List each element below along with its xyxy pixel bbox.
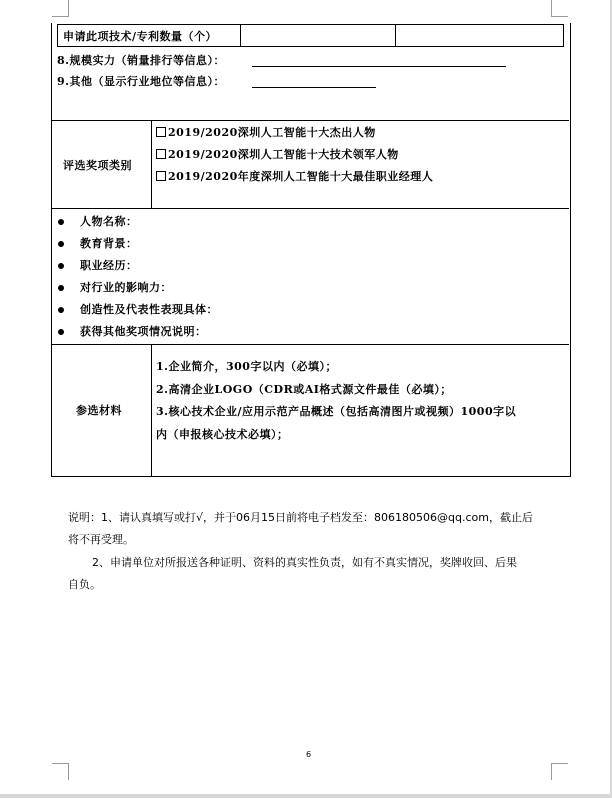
award-option-3[interactable] [156, 170, 433, 184]
award-option-2[interactable] [156, 148, 399, 162]
patent-row-divider-1 [240, 24, 241, 47]
crop-mark-top-right [551, 0, 568, 17]
bullet-5 [58, 307, 64, 313]
crop-mark-top-left [52, 0, 69, 17]
award-option-1[interactable] [156, 126, 376, 140]
crop-mark-bottom-right [551, 763, 568, 780]
field-person-name: 人物名称： [80, 215, 138, 228]
row8-label: 8.规模实力（销量排行等信息）： [57, 54, 225, 67]
materials-label: 参选材料 [76, 404, 122, 417]
patent-row-top-border [57, 24, 563, 25]
crop-mark-bottom-left [52, 763, 69, 780]
award-option-3-checkbox[interactable] [156, 171, 166, 181]
note-line-1: 说明：1、请认真填写或打√，并于06月15日前将电子档发至：806180506@qq.com，截止后 [68, 511, 533, 524]
page-edge-bottom [0, 794, 612, 798]
bullet-6 [58, 329, 64, 335]
field-education: 教育背景： [80, 237, 138, 250]
patent-count-label: 申请此项技术/专利数量（个） [63, 30, 218, 43]
field-creativity: 创造性及代表性表现具体： [80, 303, 218, 316]
field-other-awards: 获得其他奖项情况说明： [80, 325, 207, 338]
materials-section-divider [151, 344, 152, 476]
award-option-2-label: 2019/2020深圳人工智能十大技术领军人物 [168, 148, 399, 161]
award-category-label: 评选奖项类别 [63, 159, 132, 172]
award-option-3-label: 2019/2020年度深圳人工智能十大最佳职业经理人 [168, 170, 434, 183]
person-section-top-border [51, 208, 569, 209]
patent-row-bottom-border [57, 46, 563, 47]
bullet-1 [58, 219, 64, 225]
note-line-2: 将不再受理。 [68, 533, 134, 546]
field-influence: 对行业的影响力： [80, 281, 172, 294]
bullet-4 [58, 285, 64, 291]
patent-row-left-border [57, 24, 58, 47]
materials-item-3: 3.核心技术企业/应用示范产品概述（包括高清图片或视频）1000字以 [156, 405, 517, 418]
bullet-2 [58, 241, 64, 247]
award-section-divider [151, 120, 152, 208]
note-line-4: 自负。 [68, 578, 101, 591]
field-career: 职业经历： [80, 259, 138, 272]
row9-label: 9.其他（显示行业地位等信息）： [57, 75, 225, 88]
materials-item-3-cont: 内（申报核心技术必填）； [156, 428, 289, 441]
award-option-2-checkbox[interactable] [156, 149, 166, 159]
award-option-1-checkbox[interactable] [156, 127, 166, 137]
patent-row-right-border [563, 24, 564, 47]
page-number: 6 [306, 750, 312, 759]
materials-section-top-border [51, 344, 569, 345]
award-option-1-label: 2019/2020深圳人工智能十大杰出人物 [168, 126, 376, 139]
bullet-3 [58, 263, 64, 269]
award-section-top-border [51, 120, 569, 121]
row9-fill-line[interactable] [252, 87, 376, 88]
materials-item-1: 1.企业简介，300字以内（必填）； [156, 360, 337, 373]
row8-fill-line[interactable] [252, 66, 506, 67]
materials-item-2: 2.高清企业LOGO（CDR或AI格式源文件最佳（必填）； [156, 383, 452, 396]
note-line-3: 2、申请单位对所报送各种证明、资料的真实性负责，如有不真实情况，奖牌收回、后果 [92, 556, 517, 569]
patent-row-divider-2 [395, 24, 396, 47]
